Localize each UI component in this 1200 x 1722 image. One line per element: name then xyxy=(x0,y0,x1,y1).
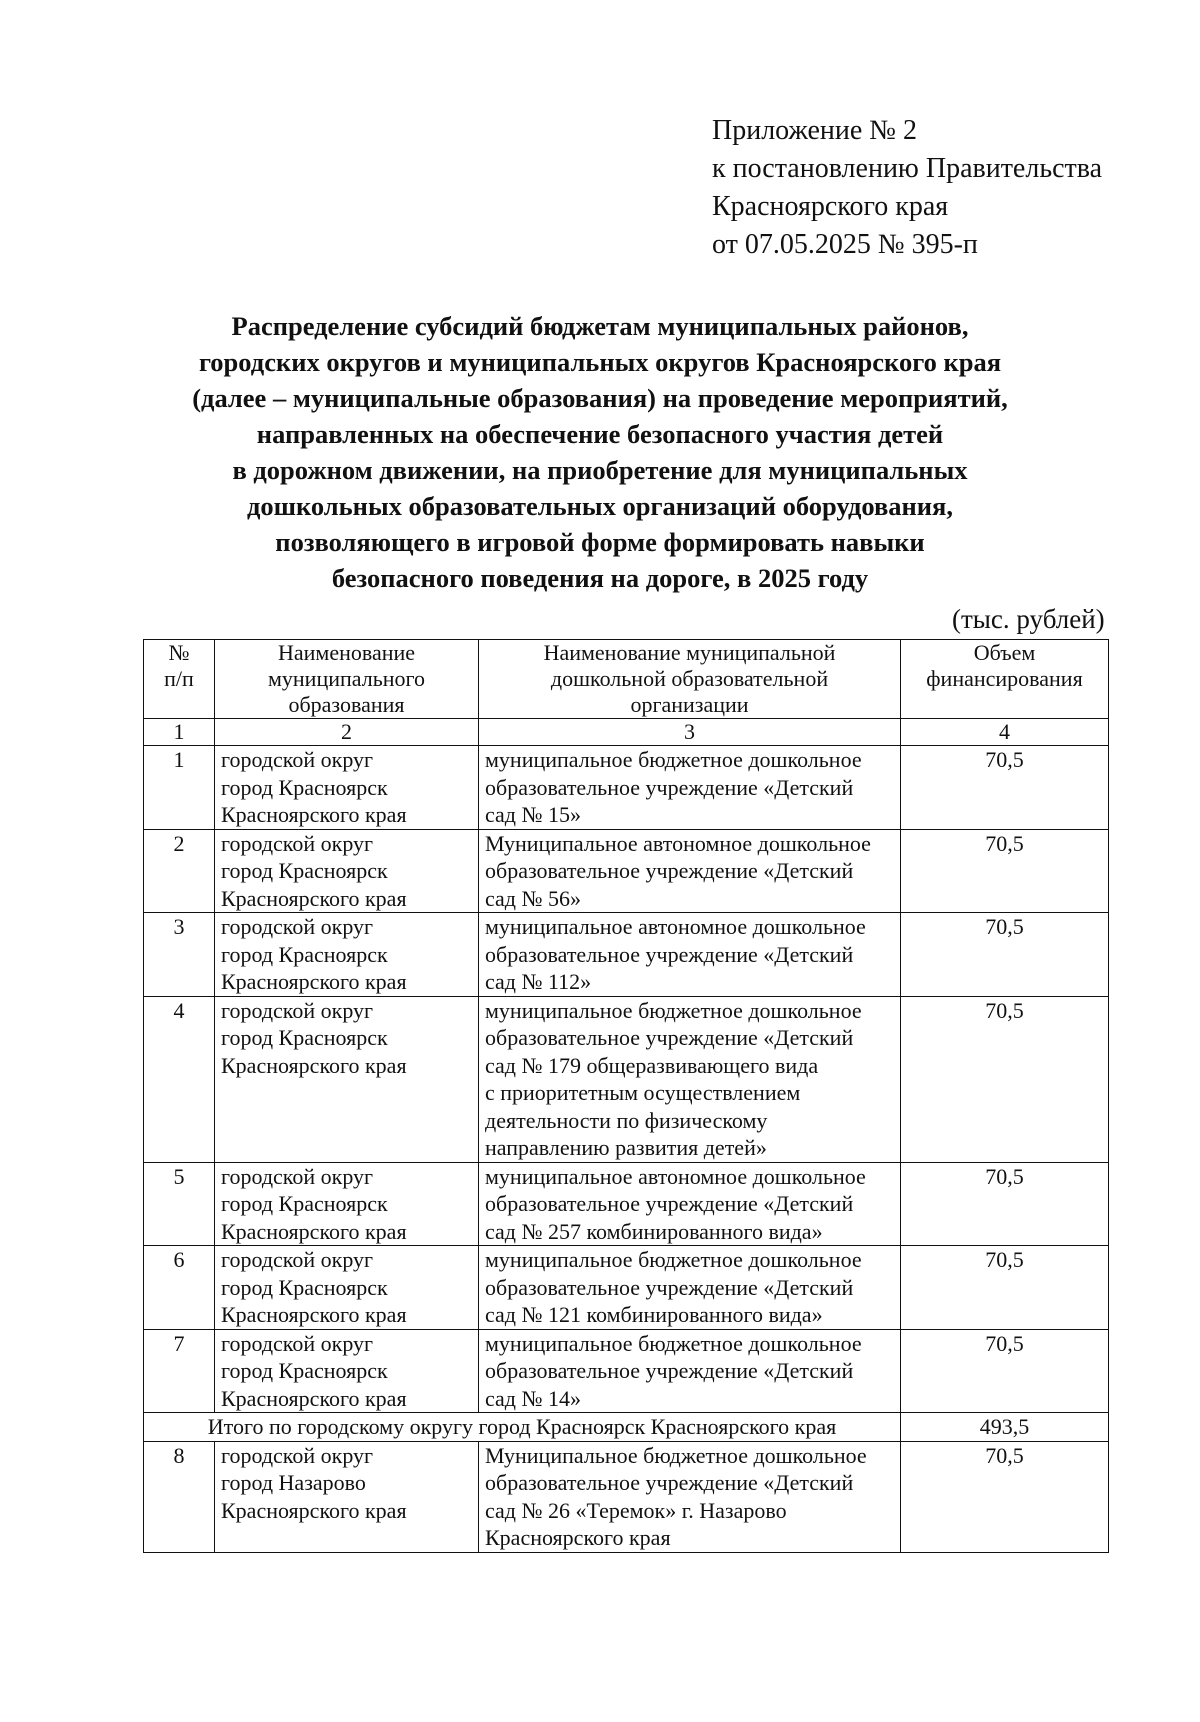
municipality-line: Красноярского края xyxy=(221,1497,407,1523)
funding-amount: 70,5 xyxy=(901,996,1109,1162)
municipality-name xyxy=(215,1329,479,1413)
municipality-line: город Красноярск xyxy=(221,1191,388,1216)
appendix-line: Приложение № 2 xyxy=(712,115,917,146)
title-line: в дорожном движении, на приобретение для муниципальных xyxy=(232,455,968,485)
municipality-line: город Красноярск xyxy=(221,774,388,800)
row-number: 8 xyxy=(144,1441,215,1552)
column-number: 2 xyxy=(215,719,479,746)
header-num: № п/п xyxy=(144,640,215,719)
appendix-line: к постановлению Правительства xyxy=(712,153,1103,184)
organization-line: образовательное учреждение «Детский xyxy=(485,1470,854,1495)
row-number: 1 xyxy=(144,746,215,830)
total-label: Итого по городскому округу город Красноярск Красноярского края xyxy=(144,1413,901,1442)
table-row xyxy=(144,913,1109,997)
organization-line: сад № 56» xyxy=(485,885,581,911)
municipality-line: город Красноярск xyxy=(221,1358,388,1383)
appendix-block xyxy=(712,112,1102,264)
funding-amount: 70,5 xyxy=(901,829,1109,913)
organization-name xyxy=(479,1162,901,1246)
municipality-line: Красноярского края xyxy=(221,1385,407,1411)
total-amount: 493,5 xyxy=(901,1413,1109,1442)
column-number: 4 xyxy=(901,719,1109,746)
table-row xyxy=(144,1441,1109,1552)
municipality-name xyxy=(215,829,479,913)
organization-line: сад № 179 общеразвивающего вида xyxy=(485,1052,819,1078)
organization-line: сад № 26 «Теремок» г. Назарово xyxy=(485,1497,787,1523)
row-number: 6 xyxy=(144,1246,215,1330)
municipality-line: город Красноярск xyxy=(221,941,388,967)
organization-line: муниципальное автономное дошкольное xyxy=(485,1163,866,1189)
municipality-name xyxy=(215,913,479,997)
units-label: (тыс. рублей) xyxy=(952,604,1105,634)
funding-amount: 70,5 xyxy=(901,746,1109,830)
title-line: позволяющего в игровой форме формировать навыки xyxy=(275,527,925,557)
table-row xyxy=(144,1329,1109,1413)
organization-line: образовательное учреждение «Детский xyxy=(485,941,854,967)
appendix-line: Красноярского края xyxy=(712,191,949,222)
organization-line: сад № 112» xyxy=(485,969,592,994)
organization-name xyxy=(479,913,901,997)
header-amount: Объем финансирования xyxy=(901,640,1109,719)
organization-line: сад № 14» xyxy=(485,1385,581,1411)
header-municipality: Наименование муниципального образования xyxy=(215,640,479,719)
row-number: 5 xyxy=(144,1162,215,1246)
municipality-line: город Красноярск xyxy=(221,1025,388,1050)
title-line: дошкольных образовательных организаций оборудования, xyxy=(246,491,954,521)
organization-name xyxy=(479,1329,901,1413)
row-number: 7 xyxy=(144,1329,215,1413)
row-number: 3 xyxy=(144,913,215,997)
municipality-line: Красноярского края xyxy=(221,802,407,827)
table-row xyxy=(144,746,1109,830)
organization-name xyxy=(479,746,901,830)
funding-amount: 70,5 xyxy=(901,1246,1109,1330)
organization-line: Красноярского края xyxy=(485,1525,671,1550)
organization-line: муниципальное бюджетное дошкольное xyxy=(485,997,862,1023)
appendix-line: от 07.05.2025 № 395-п xyxy=(712,229,978,260)
municipality-line: городской округ xyxy=(221,914,374,939)
organization-line: образовательное учреждение «Детский xyxy=(485,1025,854,1050)
municipality-name xyxy=(215,1162,479,1246)
organization-line: муниципальное бюджетное дошкольное xyxy=(485,1330,862,1356)
organization-line: образовательное учреждение «Детский xyxy=(485,774,854,800)
column-number: 1 xyxy=(144,719,215,746)
funding-amount: 70,5 xyxy=(901,1329,1109,1413)
organization-line: сад № 257 комбинированного вида» xyxy=(485,1218,823,1244)
table-row xyxy=(144,829,1109,913)
title-line: (далее – муниципальные образования) на проведение мероприятий, xyxy=(192,383,1008,413)
municipality-line: Красноярского края xyxy=(221,885,407,911)
funding-amount: 70,5 xyxy=(901,1162,1109,1246)
organization-name xyxy=(479,1246,901,1330)
organization-line: образовательное учреждение «Детский xyxy=(485,858,854,883)
municipality-line: Красноярского края xyxy=(221,1218,407,1244)
title-line: направленных на обеспечение безопасного участия детей xyxy=(256,419,944,449)
municipality-name xyxy=(215,1441,479,1552)
municipality-line: городской округ xyxy=(221,1247,374,1272)
organization-line: образовательное учреждение «Детский xyxy=(485,1358,854,1383)
municipality-line: Красноярского края xyxy=(221,1052,407,1078)
row-number: 2 xyxy=(144,829,215,913)
organization-line: сад № 121 комбинированного вида» xyxy=(485,1302,823,1327)
title-line: городских округов и муниципальных округов Красноярского края xyxy=(198,347,1002,377)
municipality-line: Красноярского края xyxy=(221,969,407,994)
title-line: Распределение субсидий бюджетам муниципальных районов, xyxy=(231,311,969,341)
municipality-line: городской округ xyxy=(221,747,374,772)
organization-line: муниципальное бюджетное дошкольное xyxy=(485,747,862,772)
row-number: 4 xyxy=(144,996,215,1162)
municipality-name xyxy=(215,746,479,830)
municipality-name xyxy=(215,996,479,1162)
municipality-line: городской округ xyxy=(221,830,374,856)
organization-line: с приоритетным осуществлением xyxy=(485,1080,801,1105)
organization-name xyxy=(479,996,901,1162)
table-row xyxy=(144,1162,1109,1246)
organization-name xyxy=(479,829,901,913)
funding-amount: 70,5 xyxy=(901,913,1109,997)
municipality-line: город Красноярск xyxy=(221,858,388,883)
organization-name xyxy=(479,1441,901,1552)
distribution-table xyxy=(143,639,1109,1553)
municipality-line: городской округ xyxy=(221,1163,374,1189)
municipality-line: город Назарово xyxy=(221,1470,366,1495)
organization-line: деятельности по физическому xyxy=(485,1107,768,1133)
organization-line: сад № 15» xyxy=(485,802,581,827)
document-title xyxy=(120,308,1080,596)
municipality-line: Красноярского края xyxy=(221,1302,407,1327)
funding-amount: 70,5 xyxy=(901,1441,1109,1552)
table-row xyxy=(144,996,1109,1162)
organization-line: муниципальное бюджетное дошкольное xyxy=(485,1247,862,1272)
column-number-row xyxy=(144,719,1109,746)
organization-line: образовательное учреждение «Детский xyxy=(485,1191,854,1216)
organization-line: направлению развития детей» xyxy=(485,1135,767,1160)
organization-line: Муниципальное автономное дошкольное xyxy=(485,830,871,856)
organization-line: Муниципальное бюджетное дошкольное xyxy=(485,1442,867,1468)
municipality-name xyxy=(215,1246,479,1330)
municipality-line: городской округ xyxy=(221,1442,374,1468)
municipality-line: городской округ xyxy=(221,997,374,1023)
organization-line: образовательное учреждение «Детский xyxy=(485,1274,854,1300)
table-row xyxy=(144,1246,1109,1330)
column-number: 3 xyxy=(479,719,901,746)
municipality-line: городской округ xyxy=(221,1330,374,1356)
title-line: безопасного поведения на дороге, в 2025 году xyxy=(331,563,869,593)
organization-line: муниципальное автономное дошкольное xyxy=(485,914,866,939)
municipality-line: город Красноярск xyxy=(221,1274,388,1300)
total-row xyxy=(144,1413,1109,1442)
header-organization: Наименование муниципальной дошкольной образовательной организации xyxy=(479,640,901,719)
table-header-row xyxy=(144,640,1109,719)
